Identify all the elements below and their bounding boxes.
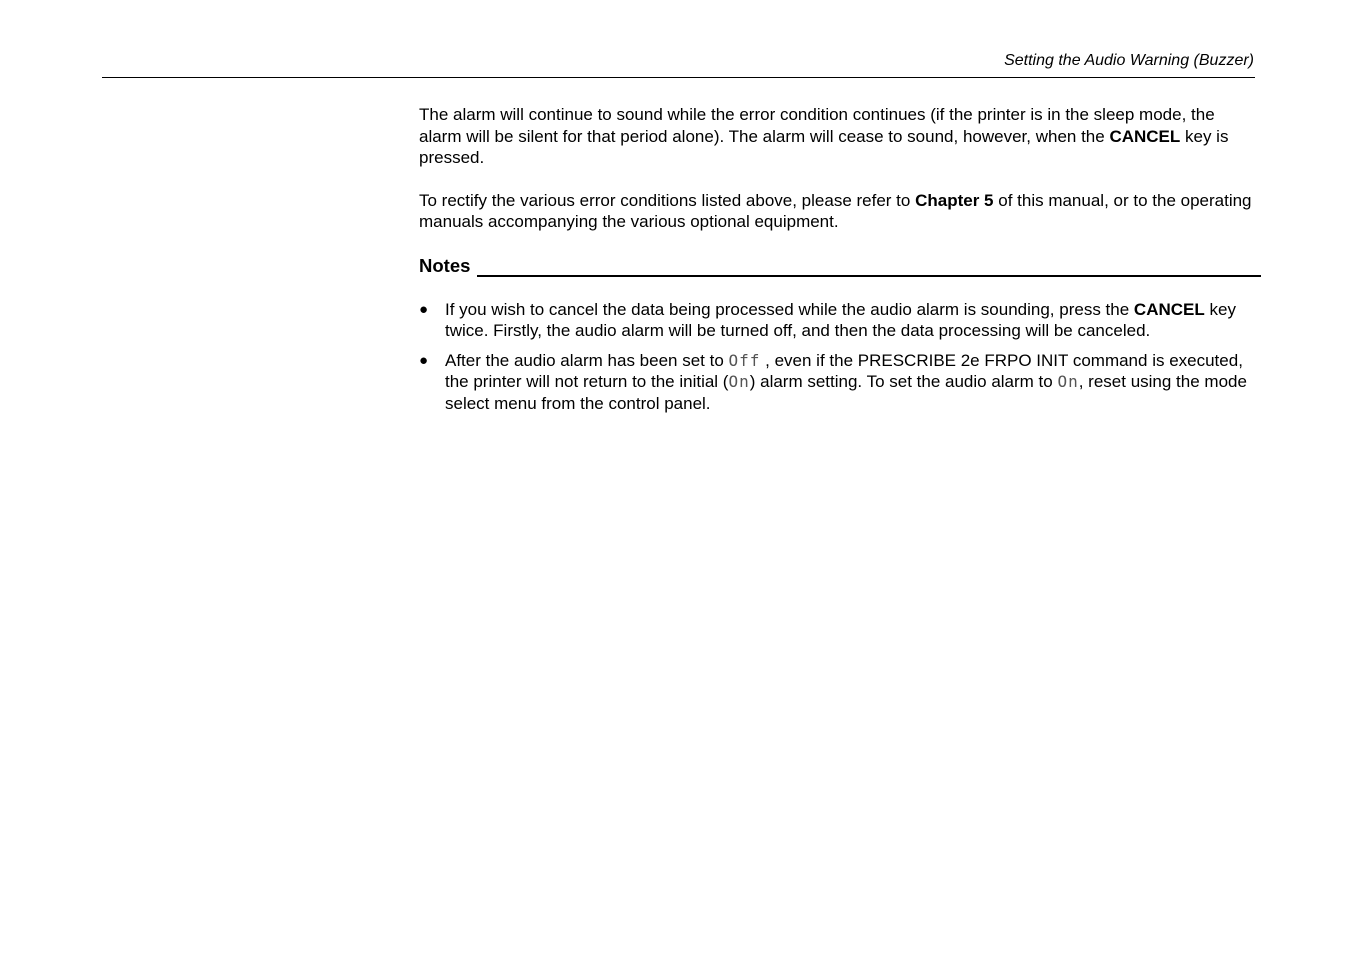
- note-text: If you wish to cancel the data being processed while the audio alarm is sounding, press the: [445, 299, 1134, 319]
- cancel-key-label: CANCEL: [1133, 299, 1205, 319]
- notes-list: [419, 299, 1259, 415]
- list-item: [419, 350, 1259, 415]
- list-item: [419, 299, 1259, 342]
- paragraph-alarm-behavior: [419, 104, 1259, 169]
- header-rule: [102, 77, 1255, 78]
- bullet-icon: ●: [419, 300, 429, 318]
- note-text: After the audio alarm has been set to: [445, 350, 729, 370]
- paragraph-text: The alarm will continue to sound while the error condition continues (if the printer is in the sleep mode, the alarm will be silent for that period alone). The alarm will cease to sound, however, when the: [419, 105, 1215, 146]
- cancel-key-label: CANCEL: [1109, 126, 1181, 146]
- lcd-on-text: On: [1057, 372, 1079, 391]
- paragraph-text: key is pressed.: [419, 126, 1229, 167]
- bullet-icon: ●: [419, 351, 429, 369]
- paragraph-text: To rectify the various error conditions listed above, please refer to: [419, 190, 916, 210]
- paragraph-rectify-errors: [419, 190, 1259, 233]
- paragraph-text: of this manual, or to the operating manuals accompanying the various optional equipment.: [419, 190, 1252, 231]
- running-header: Setting the Audio Warning (Buzzer): [1004, 52, 1254, 69]
- note-text: ) alarm setting. To set the audio alarm to: [749, 372, 1058, 391]
- note-text: , reset using the mode select menu from the control panel.: [445, 372, 1247, 413]
- page-content: [419, 104, 1259, 422]
- note-text: key twice. Firstly, the audio alarm will be turned off, and then the data processing will be canceled.: [445, 299, 1236, 340]
- notes-heading-label: Notes: [419, 254, 471, 276]
- note-text: , even if the PRESCRIBE 2e FRPO INIT command is executed, the printer will not return to the initial (: [445, 350, 1243, 391]
- lcd-on-text: On: [728, 372, 750, 391]
- notes-heading-rule: [477, 275, 1261, 277]
- chapter-reference: Chapter 5: [915, 190, 994, 210]
- notes-heading: [419, 254, 1259, 278]
- lcd-off-text: Off: [728, 350, 761, 370]
